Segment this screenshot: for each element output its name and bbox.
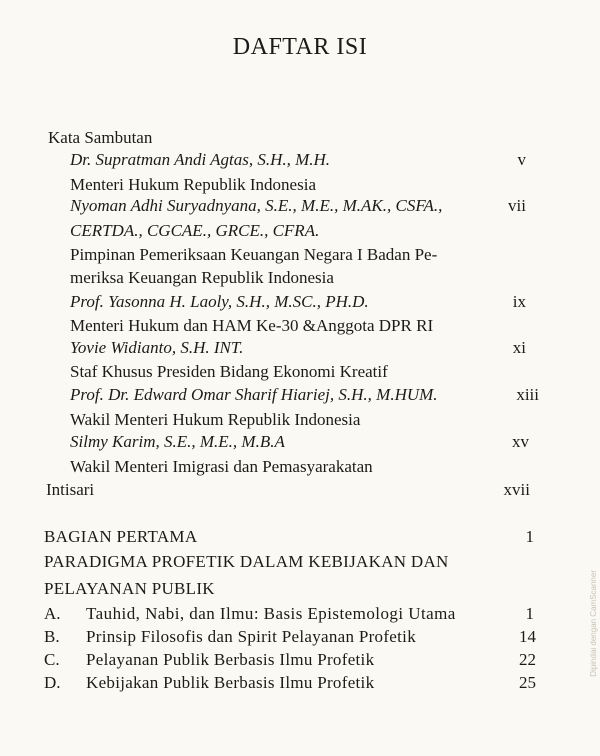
toc-entry-name: Yovie Widianto, S.H. INT.: [70, 338, 244, 357]
intisari-label: Intisari: [46, 480, 95, 499]
toc-entry-name: Dr. Supratman Andi Agtas, S.H., M.H.: [70, 150, 331, 169]
chapter-title: Prinsip Filosofis dan Spirit Pelayanan Profetik: [86, 627, 417, 646]
chapter-letter: D.: [44, 673, 61, 692]
chapter-letter: B.: [44, 627, 60, 646]
part-title: PARADIGMA PROFETIK DALAM KEBIJAKAN DAN: [44, 552, 449, 571]
toc-entry-role: Staf Khusus Presiden Bidang Ekonomi Kreatif: [70, 362, 388, 381]
toc-entry-name: Prof. Yasonna H. Laoly, S.H., M.SC., PH.D.: [70, 292, 369, 311]
toc-entry-role: Pimpinan Pemeriksaan Keuangan Negara I Badan Pe-: [70, 245, 438, 264]
chapter-page: 1: [525, 604, 534, 623]
toc-entry-role: Menteri Hukum Republik Indonesia: [70, 175, 316, 194]
part-page: 1: [525, 527, 534, 546]
toc-entry-name: Nyoman Adhi Suryadnyana, S.E., M.E., M.AK., CSFA.,: [70, 196, 443, 215]
chapter-title: Pelayanan Publik Berbasis Ilmu Profetik: [86, 650, 375, 669]
scanner-watermark: Dipindai dengan CamScanner: [589, 570, 598, 677]
toc-entry-name-cont: CERTDA., CGCAE., GRCE., CFRA.: [70, 221, 320, 240]
toc-entry-page: xiii: [516, 385, 539, 404]
toc-entry-page: xv: [512, 432, 529, 451]
toc-entry-role: Wakil Menteri Hukum Republik Indonesia: [70, 410, 361, 429]
part-title-cont: PELAYANAN PUBLIK: [44, 579, 215, 598]
kata-sambutan-heading: Kata Sambutan: [48, 128, 153, 147]
toc-entry-name: Silmy Karim, S.E., M.E., M.B.A: [70, 432, 285, 451]
chapter-page: 22: [519, 650, 536, 669]
toc-entry-page: v: [517, 150, 526, 169]
toc-entry-page: xi: [512, 338, 526, 357]
toc-entry-page: ix: [512, 292, 526, 311]
chapter-page: 14: [519, 627, 536, 646]
chapter-title: Tauhid, Nabi, dan Ilmu: Basis Epistemologi Utama: [86, 604, 456, 623]
part-label: BAGIAN PERTAMA: [44, 527, 198, 546]
chapter-page: 25: [519, 673, 536, 692]
chapter-title: Kebijakan Publik Berbasis Ilmu Profetik: [86, 673, 375, 692]
toc-entry-name: Prof. Dr. Edward Omar Sharif Hiariej, S.H., M.HUM.: [70, 385, 438, 404]
toc-entry-role: Menteri Hukum dan HAM Ke-30 &Anggota DPR RI: [70, 316, 434, 335]
chapter-letter: A.: [44, 604, 61, 623]
page-title: DAFTAR ISI: [232, 34, 368, 60]
toc-entry-role-cont: meriksa Keuangan Republik Indonesia: [70, 268, 334, 287]
intisari-page: xvii: [503, 480, 530, 499]
toc-entry-page: vii: [508, 196, 526, 215]
chapter-letter: C.: [44, 650, 60, 669]
toc-entry-role: Wakil Menteri Imigrasi dan Pemasyarakatan: [70, 457, 373, 476]
